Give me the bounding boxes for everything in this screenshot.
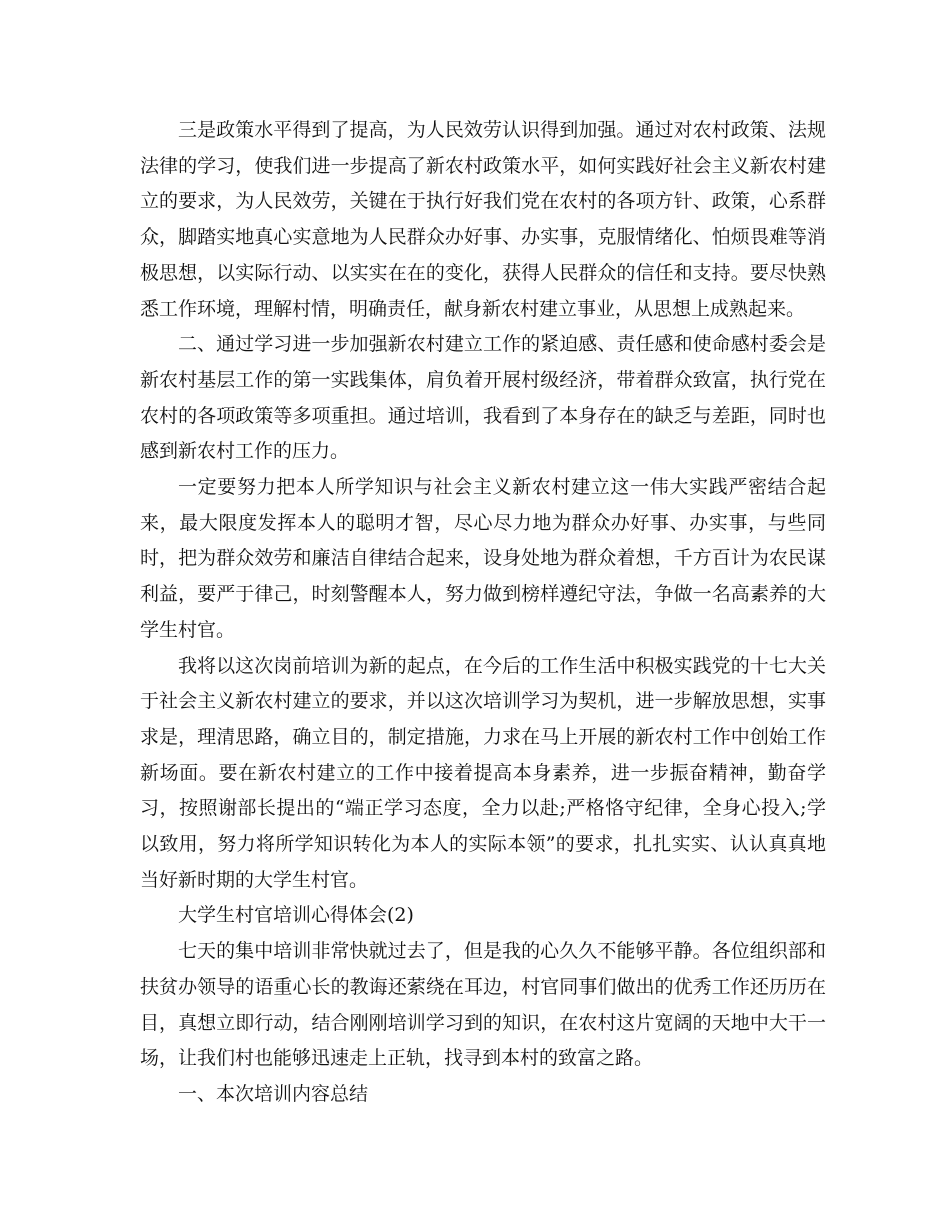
- section-title: 大学生村官培训心得体会(2): [178, 904, 414, 927]
- paragraph-new-start: 我将以这次岗前培训为新的起点，在今后的工作生活中积极实践党的十七大关于社会主义新农村建立的要求，并以这次培训学习为契机，进一步解放思想，实事求是，理清思路，确立目的，制定措施，力求在马上开展的新农村工作中创始工作新场面。要在新农村建立的工作中接着提高本身素养，进一步振奋精神，勤奋学习，按照谢部长提出的“端正学习态度，全力以赴;严格恪守纪律，全身心投入;学以致用，努力将所学知识转化为本人的实际本领”的要求，扎扎实实、认认真真地当好新时期的大学生村官。: [140, 654, 826, 891]
- paragraph-commitment: 一定要努力把本人所学知识与社会主义新农村建立这一伟大实践严密结合起来，最大限度发挥本人的聪明才智，尽心尽力地为群众办好事、办实事，与些同时，把为群众效劳和廉洁自律结合起来，设身处地为群众着想，千方百计为农民谋利益，要严于律己，时刻警醒本人，努力做到榜样遵纪守法，争做一名高素养的大学生村官。: [140, 476, 826, 641]
- document-body: [140, 113, 826, 1113]
- subsection-title: 一、本次培训内容总结: [178, 1082, 369, 1105]
- paragraph-seven-days: 七天的集中培训非常快就过去了，但是我的心久久不能够平静。各位组织部和扶贫办领导的语重心长的教诲还萦绕在耳边，村官同事们做出的优秀工作还历历在目，真想立即行动，结合刚刚培训学习到的知识，在农村这片宽阔的天地中大干一场，让我们村也能够迅速走上正轨，找寻到本村的致富之路。: [140, 940, 826, 1070]
- paragraph-urgency: 二、通过学习进一步加强新农村建立工作的紧迫感、责任感和使命感村委会是新农村基层工作的第一实践集体，肩负着开展村级经济，带着群众致富，执行党在农村的各项政策等多项重担。通过培训，我看到了本身存在的缺乏与差距，同时也感到新农村工作的压力。: [140, 333, 826, 463]
- paragraph-policy-level: 三是政策水平得到了提高，为人民效劳认识得到加强。通过对农村政策、法规法律的学习，使我们进一步提高了新农村政策水平，如何实践好社会主义新农村建立的要求，为人民效劳，关键在于执行好我们党在农村的各项方针、政策，心系群众，脚踏实地真心实意地为人民群众办好事、办实事，克服情绪化、怕烦畏难等消极思想，以实际行动、以实实在在的变化，获得人民群众的信任和支持。要尽快熟悉工作环境，理解村情，明确责任，献身新农村建立事业，从思想上成熟起来。: [140, 119, 826, 320]
